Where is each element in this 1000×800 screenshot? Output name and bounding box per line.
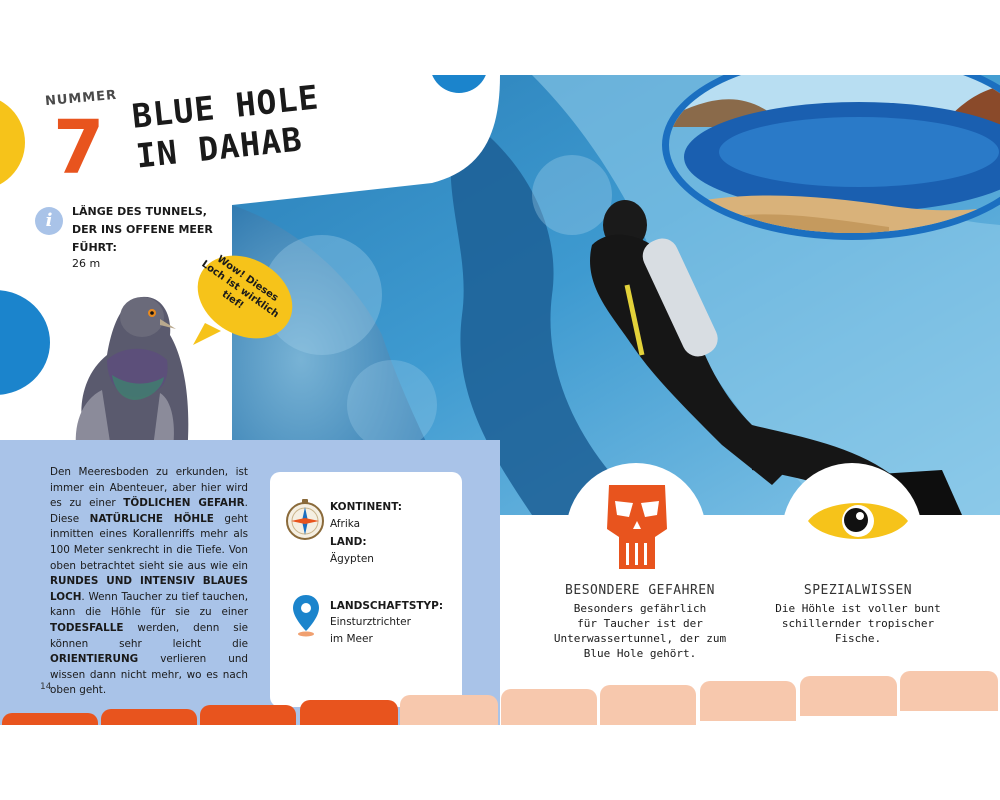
- continent-value: Afrika: [330, 518, 361, 530]
- chapter-tab: [900, 671, 998, 711]
- book-spread: [0, 75, 1000, 725]
- tunnel-length-label: LÄNGE DES TUNNELS, DER INS OFFENE MEER FÜHRT:: [72, 205, 213, 254]
- location-pin-icon: [291, 593, 321, 637]
- skull-icon: [601, 479, 673, 571]
- body-text-3: geht inmitten eines Korallenriffs mehr als 100 Meter senkrecht in die Tiefe. Von oben betrachtet sieht sie aus wie ein: [50, 512, 249, 572]
- dangers-line-2: für Taucher ist der: [577, 617, 703, 630]
- landscape-value-2: im Meer: [330, 633, 373, 645]
- dangers-heading: BESONDERE GEFAHREN: [565, 583, 715, 598]
- body-text-2: . Diese: [50, 497, 248, 525]
- chapter-tab: [2, 713, 98, 725]
- chapter-tab: [800, 676, 897, 716]
- decor-circle-yellow: [0, 95, 25, 190]
- chapter-tab: [600, 685, 696, 725]
- nummer-label: NUMMER: [44, 87, 118, 110]
- body-paragraph: [50, 465, 248, 699]
- page-number-left: 14: [40, 682, 52, 692]
- speech-bubble-text: Wow! Dieses Loch ist wirklich tief!: [199, 253, 281, 321]
- entry-number: 7: [53, 105, 105, 191]
- chapter-tab: [400, 695, 498, 725]
- body-bold-3: RUNDES UND INTENSIV BLAUES LOCH: [50, 575, 248, 603]
- body-text-4: . Wenn Taucher zu tief tauchen, kann die Höhle für sie zu einer: [50, 590, 248, 619]
- country-label: LAND:: [330, 536, 367, 548]
- country-value: Ägypten: [330, 553, 374, 565]
- landscape-label: LANDSCHAFTSTYP:: [330, 600, 444, 612]
- chapter-tab: [101, 709, 197, 725]
- landscape-value-1: Einsturztrichter: [330, 616, 411, 628]
- body-bold-5: ORIENTIERUNG: [50, 653, 139, 666]
- dangers-line-1: Besonders gefährlich: [573, 602, 707, 615]
- special-heading: SPEZIALWISSEN: [803, 583, 913, 598]
- dangers-text: [540, 601, 740, 661]
- pigeon-illustration: [52, 285, 202, 455]
- chapter-tab: [700, 681, 796, 721]
- body-text-5: werden, denn sie können sehr leicht die: [50, 621, 248, 650]
- info-icon: i: [35, 207, 63, 235]
- eye-icon: [806, 493, 910, 549]
- dangers-line-4: Blue Hole gehört.: [583, 647, 697, 660]
- chapter-tab: [501, 689, 597, 725]
- special-text: [758, 601, 958, 646]
- continent-label: KONTINENT:: [330, 501, 402, 513]
- title-line-2: IN DAHAB: [134, 119, 305, 176]
- title-line-1: BLUE HOLE: [130, 77, 321, 136]
- body-text-6: verlieren und wissen dann nicht mehr, wo es nach oben geht.: [50, 653, 248, 697]
- chapter-tab: [200, 705, 296, 725]
- body-bold-1: TÖDLICHEN GEFAHR: [123, 497, 245, 510]
- body-bold-2: NATÜRLICHE HÖHLE: [89, 512, 214, 525]
- tunnel-length-value: 26 m: [72, 257, 101, 270]
- body-text-1: Den Meeresboden zu erkunden, ist immer ein Abenteuer, aber hier wird es zu einer: [50, 466, 248, 510]
- special-line-1: Die Höhle ist voller bunt: [775, 602, 941, 615]
- decor-circle-blue: [0, 290, 50, 395]
- body-bold-4: TODESFALLE: [50, 621, 124, 634]
- special-line-2: schillernder tropischer: [781, 617, 935, 630]
- chapter-tab: [300, 700, 398, 725]
- dangers-line-3: Unterwassertunnel, der zum: [553, 632, 727, 645]
- special-line-3: Fische.: [834, 632, 882, 645]
- compass-icon: [285, 497, 325, 541]
